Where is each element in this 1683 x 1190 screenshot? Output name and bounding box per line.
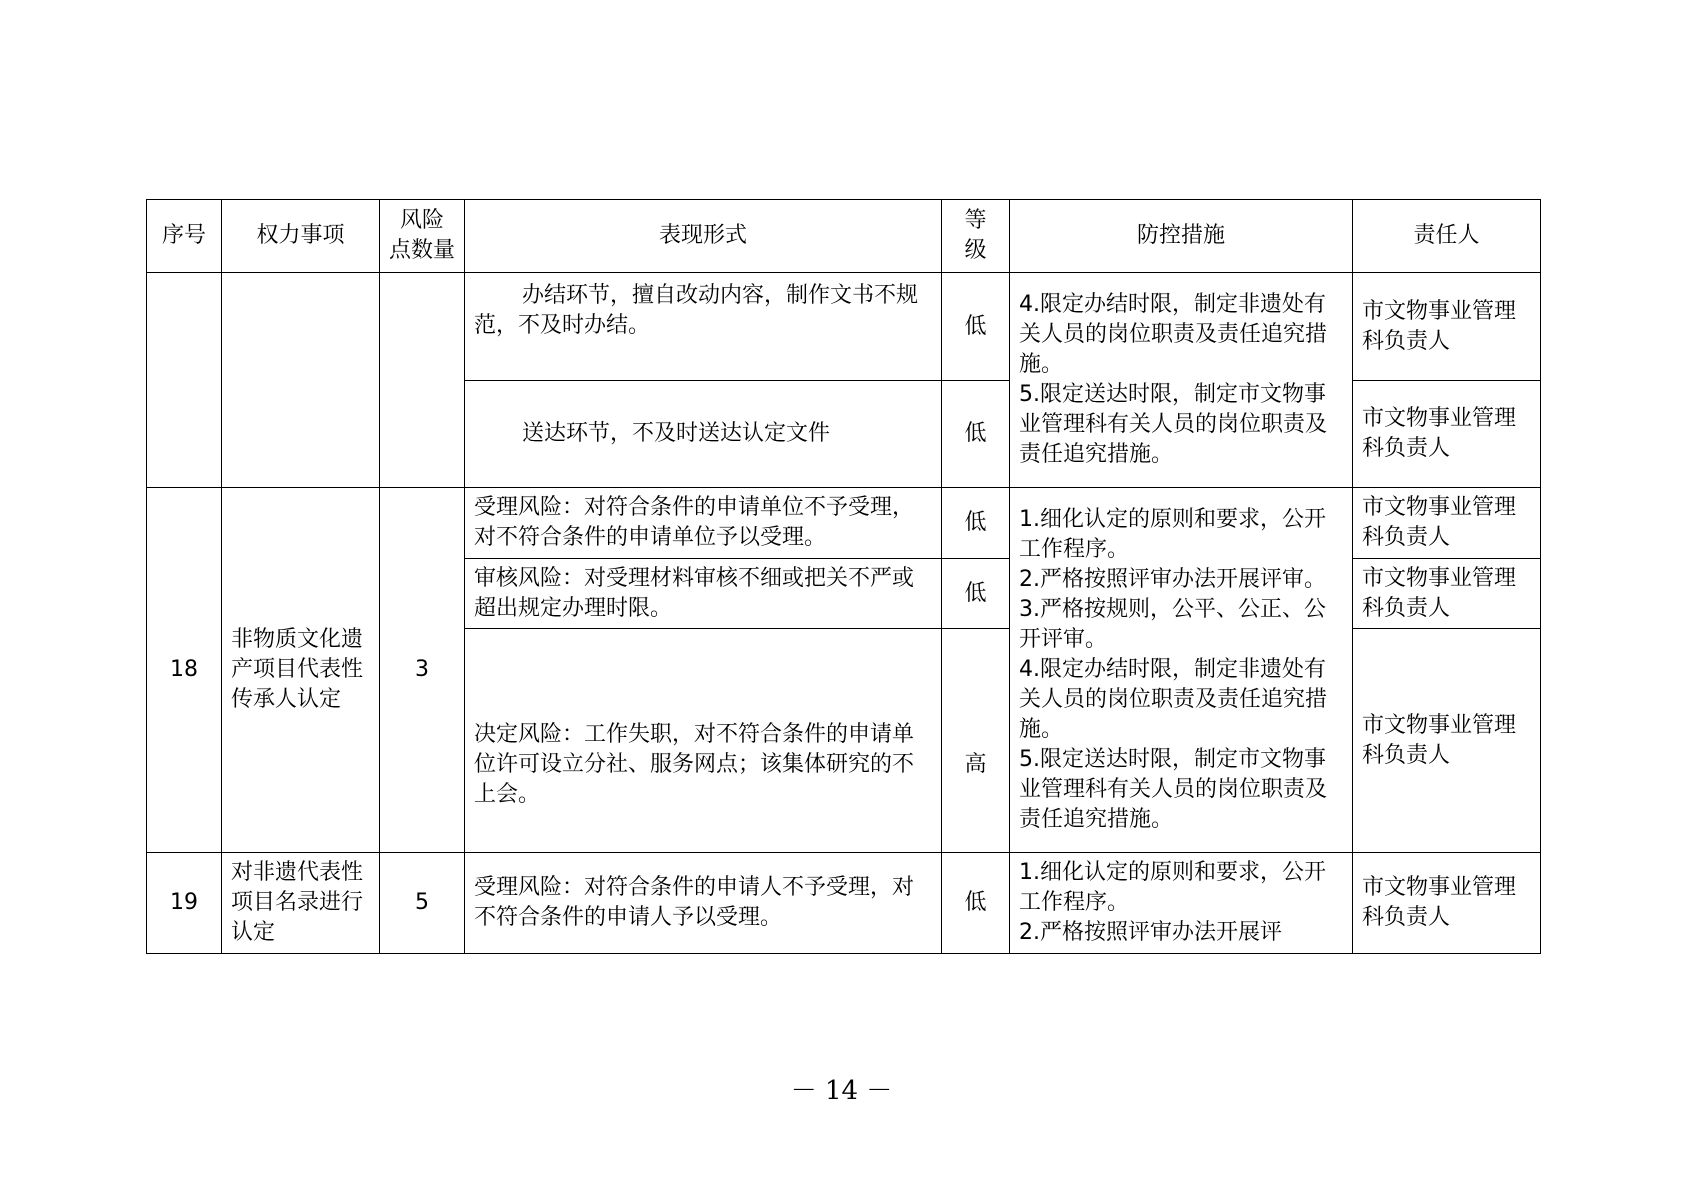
cell-person: 市文物事业管理科负责人 bbox=[1353, 488, 1541, 559]
cell-level: 高 bbox=[942, 629, 1010, 853]
cell-measures: 1.细化认定的原则和要求，公开工作程序。 2.严格按照评审办法开展评审。 3.严格按规则，公平、公正、公开评审。 4.限定办结时限，制定非遗处有关人员的岗位职责及责任追究措施。 5.限定送达时限，制定市文物事业管理科有关人员的岗位职责及责任追究措施。 bbox=[1010, 488, 1353, 853]
cell-person: 市文物事业管理科负责人 bbox=[1353, 273, 1541, 381]
cell-risk-count: 3 bbox=[380, 488, 465, 853]
cell-form: 办结环节，擅自改动内容，制作文书不规范，不及时办结。 bbox=[465, 273, 942, 381]
cell-power-item: 对非遗代表性项目名录进行认定 bbox=[222, 853, 380, 954]
header-level: 等 级 bbox=[942, 200, 1010, 273]
cell-risk-count: 5 bbox=[380, 853, 465, 954]
header-row bbox=[147, 200, 1541, 273]
header-person: 责任人 bbox=[1353, 200, 1541, 273]
cell-person: 市文物事业管理科负责人 bbox=[1353, 381, 1541, 488]
header-form: 表现形式 bbox=[465, 200, 942, 273]
cell-power-item: 非物质文化遗产项目代表性传承人认定 bbox=[222, 488, 380, 853]
table-row bbox=[147, 273, 1541, 381]
cell-person: 市文物事业管理科负责人 bbox=[1353, 853, 1541, 954]
header-power-item: 权力事项 bbox=[222, 200, 380, 273]
cell-level: 低 bbox=[942, 559, 1010, 629]
header-measures: 防控措施 bbox=[1010, 200, 1353, 273]
cell-measures: 1.细化认定的原则和要求，公开工作程序。 2.严格按照评审办法开展评 bbox=[1010, 853, 1353, 954]
cell-risk-count bbox=[380, 273, 465, 488]
risk-table bbox=[146, 199, 1541, 954]
cell-no: 18 bbox=[147, 488, 222, 853]
header-risk-count: 风险 点数量 bbox=[380, 200, 465, 273]
cell-level: 低 bbox=[942, 273, 1010, 381]
cell-power-item bbox=[222, 273, 380, 488]
table-row bbox=[147, 488, 1541, 559]
cell-form: 审核风险：对受理材料审核不细或把关不严或超出规定办理时限。 bbox=[465, 559, 942, 629]
page-number: － 14 － bbox=[790, 1076, 893, 1106]
cell-no bbox=[147, 273, 222, 488]
cell-form: 决定风险：工作失职，对不符合条件的申请单位许可设立分社、服务网点；该集体研究的不上会。 bbox=[465, 629, 942, 853]
cell-person: 市文物事业管理科负责人 bbox=[1353, 629, 1541, 853]
cell-form: 受理风险：对符合条件的申请单位不予受理，对不符合条件的申请单位予以受理。 bbox=[465, 488, 942, 559]
cell-person: 市文物事业管理科负责人 bbox=[1353, 559, 1541, 629]
cell-measures: 4.限定办结时限，制定非遗处有关人员的岗位职责及责任追究措施。 5.限定送达时限，制定市文物事业管理科有关人员的岗位职责及责任追究措施。 bbox=[1010, 273, 1353, 488]
cell-level: 低 bbox=[942, 488, 1010, 559]
cell-level: 低 bbox=[942, 853, 1010, 954]
cell-no: 19 bbox=[147, 853, 222, 954]
cell-form: 受理风险：对符合条件的申请人不予受理，对不符合条件的申请人予以受理。 bbox=[465, 853, 942, 954]
header-no: 序号 bbox=[147, 200, 222, 273]
cell-form: 送达环节，不及时送达认定文件 bbox=[465, 381, 942, 488]
table-row bbox=[147, 853, 1541, 954]
cell-level: 低 bbox=[942, 381, 1010, 488]
